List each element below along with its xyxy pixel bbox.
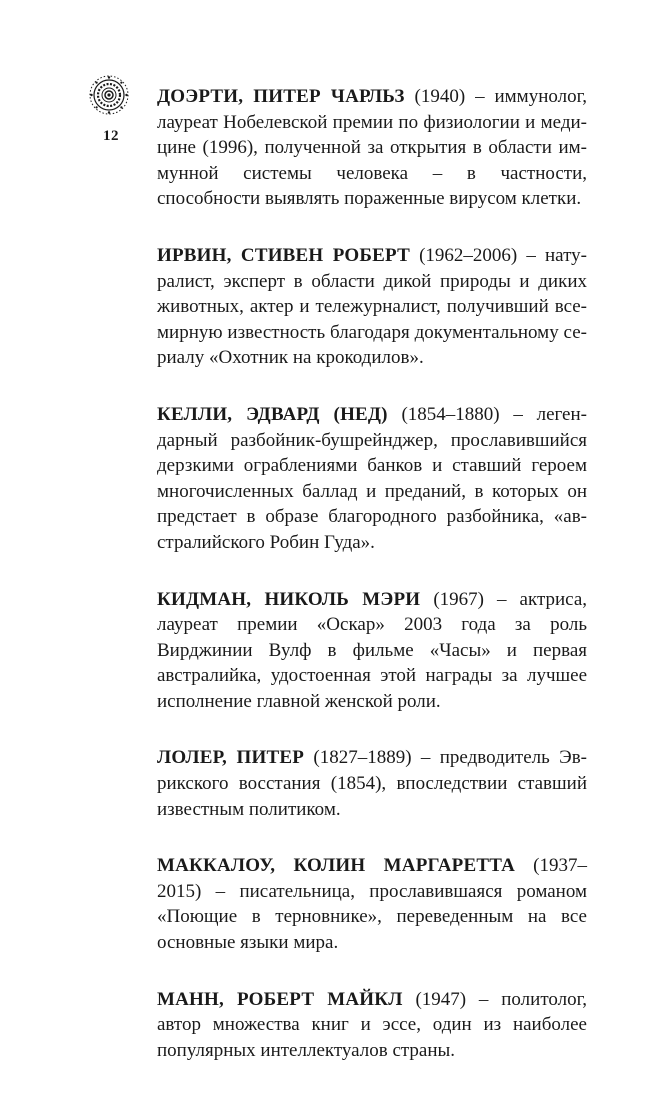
entry-name: МАНН, РОБЕРТ МАЙКЛ — [157, 988, 403, 1010]
entry-manne — [157, 987, 587, 1064]
entries-list — [157, 84, 587, 1094]
entry-text: (1967) – актриса, лауреат премии «Оскар» 2003 года за роль Вирджинии Вулф в фильме «Часы» и первая австралийка, удостоенная этой награды за лучшее исполнение главной женской роли. — [157, 588, 588, 712]
entry-name: МАККАЛОУ, КОЛИН МАРГАРЕТТА — [157, 855, 516, 877]
entry-mccullough — [157, 853, 587, 955]
entry-text: (1947) – политолог, автор множества книг и эссе, один из наиболее популярных интеллектуалов страны. — [157, 988, 587, 1061]
entry-text: (1854–1880) – легендарный разбойник-бушрейнджер, прославившийся дерзкими ограблениями банков и ставший героем многочисленных баллад и преданий, в которых он предстает в образе благородного разбойника, «австралийского Робин Гуда». — [157, 403, 587, 553]
entry-name: КЕЛЛИ, ЭДВАРД (НЕД) — [157, 403, 388, 425]
entry-lalor — [157, 745, 587, 822]
entry-text: (1940) – иммунолог, лауреат Нобелевской премии по физиологии и медицине (1996), полученной за открытия в области иммунной системы человека – в частности, способности выявлять пораженные вирусом клетки. — [157, 86, 588, 210]
entry-text: (1962–2006) – натуралист, эксперт в области дикой природы и диких животных, актер и тележурналист, получивший всемирную известность благодаря документальному сериалу «Охотник на крокодилов». — [157, 244, 587, 369]
mandala-ornament-icon — [88, 74, 130, 116]
entry-kelly — [157, 402, 587, 556]
entry-text: (1827–1889) – предводитель Эврикского восстания (1854), впоследствии ставший известным политиком. — [157, 747, 587, 820]
page-ornament — [88, 74, 130, 116]
entry-kidman — [157, 587, 587, 715]
entry-name: ДОЭРТИ, ПИТЕР ЧАРЛЬЗ — [157, 86, 405, 107]
entry-name: ИРВИН, СТИВЕН РОБЕРТ — [157, 244, 410, 266]
entry-irwin — [157, 243, 587, 371]
entry-text: (1937–2015) – писательница, прославившаяся романом «Поющие в терновнике», переведенным на все основные языки мира. — [157, 855, 587, 954]
page-number: 12 — [103, 128, 119, 144]
entry-doherty — [157, 84, 587, 212]
entry-name: ЛОЛЕР, ПИТЕР — [157, 747, 305, 769]
entry-name: КИДМАН, НИКОЛЬ МЭРИ — [157, 588, 421, 610]
